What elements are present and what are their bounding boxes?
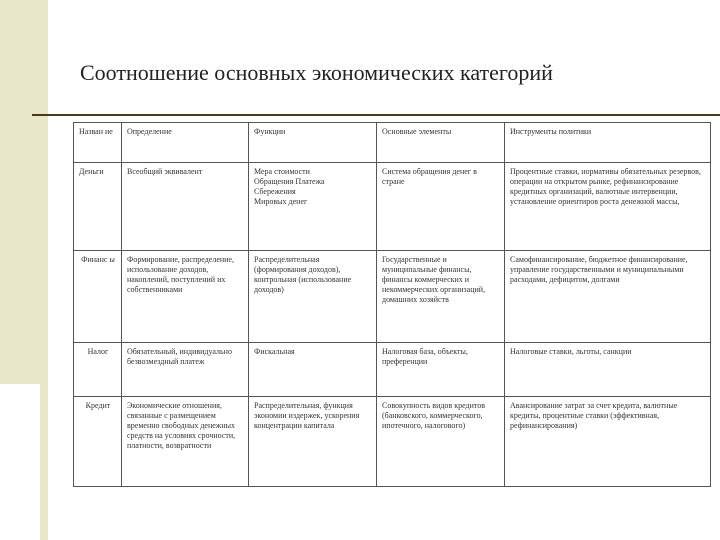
function-item: Обращения Платежа xyxy=(254,177,325,186)
function-item: Сбережения xyxy=(254,187,296,196)
table-row xyxy=(74,343,711,397)
row-functions: Распределительная, функция экономии издержек, ускорения концентрации капитала xyxy=(249,397,377,487)
row-elements: Система обращения денег в стране xyxy=(377,163,505,251)
row-functions xyxy=(249,163,377,251)
header-instruments: Инструменты политики xyxy=(505,123,711,163)
row-elements: Государственные и муниципальные финансы, финансы коммерческих и некоммерческих организаций, домашних хозяйств xyxy=(377,251,505,343)
function-item: Мера стоимости xyxy=(254,167,310,176)
row-definition: Экономические отношения, связанные с размещением временно свободных денежных средств на условиях срочности, платности, возвратности xyxy=(122,397,249,487)
row-name: Налог xyxy=(74,343,122,397)
header-elements: Основные элементы xyxy=(377,123,505,163)
row-functions: Распределительная (формирования доходов), контрольная (использование доходов) xyxy=(249,251,377,343)
table-header-row xyxy=(74,123,711,163)
header-functions: Функции xyxy=(249,123,377,163)
header-definition: Определение xyxy=(122,123,249,163)
row-name: Деньги xyxy=(74,163,122,251)
row-instruments: Авансирование затрат за счет кредита, валютные кредиты, процентные ставки (эффективная, рефинансирования) xyxy=(505,397,711,487)
row-name: Кредит xyxy=(74,397,122,487)
categories-table xyxy=(73,122,711,487)
row-elements: Налоговая база, объекты, преференции xyxy=(377,343,505,397)
header-name: Назван ие xyxy=(74,123,122,163)
left-decor-strip xyxy=(40,384,48,540)
row-name: Финанс ы xyxy=(74,251,122,343)
slide-title: Соотношение основных экономических категорий xyxy=(80,60,553,85)
table-row xyxy=(74,163,711,251)
title-underline xyxy=(32,114,720,116)
left-decor-band xyxy=(0,0,48,384)
table-row xyxy=(74,251,711,343)
table-row xyxy=(74,397,711,487)
row-instruments: Налоговые ставки, льготы, санкции xyxy=(505,343,711,397)
row-instruments: Самофинансирование, бюджетное финансирование, управление государственными и муниципальными расходами, дефицитом, долгами xyxy=(505,251,711,343)
row-elements: Совокупность видов кредитов (банковского, коммерческого, ипотечного, налогового) xyxy=(377,397,505,487)
row-definition: Обязательный, индивидуально безвозмездный платеж xyxy=(122,343,249,397)
row-instruments: Процентные ставки, нормативы обязательных резервов, операции на открытом рынке, рефинансирование кредитных организаций, валютные интервенции, установление ориентиров роста денежной массы, xyxy=(505,163,711,251)
function-item: Мировых денег xyxy=(254,197,308,206)
row-functions: Фискальная xyxy=(249,343,377,397)
row-definition: Формирование, распределение, использование доходов, накоплений, поступлений их собственниками xyxy=(122,251,249,343)
row-definition: Всеобщий эквивалент xyxy=(122,163,249,251)
